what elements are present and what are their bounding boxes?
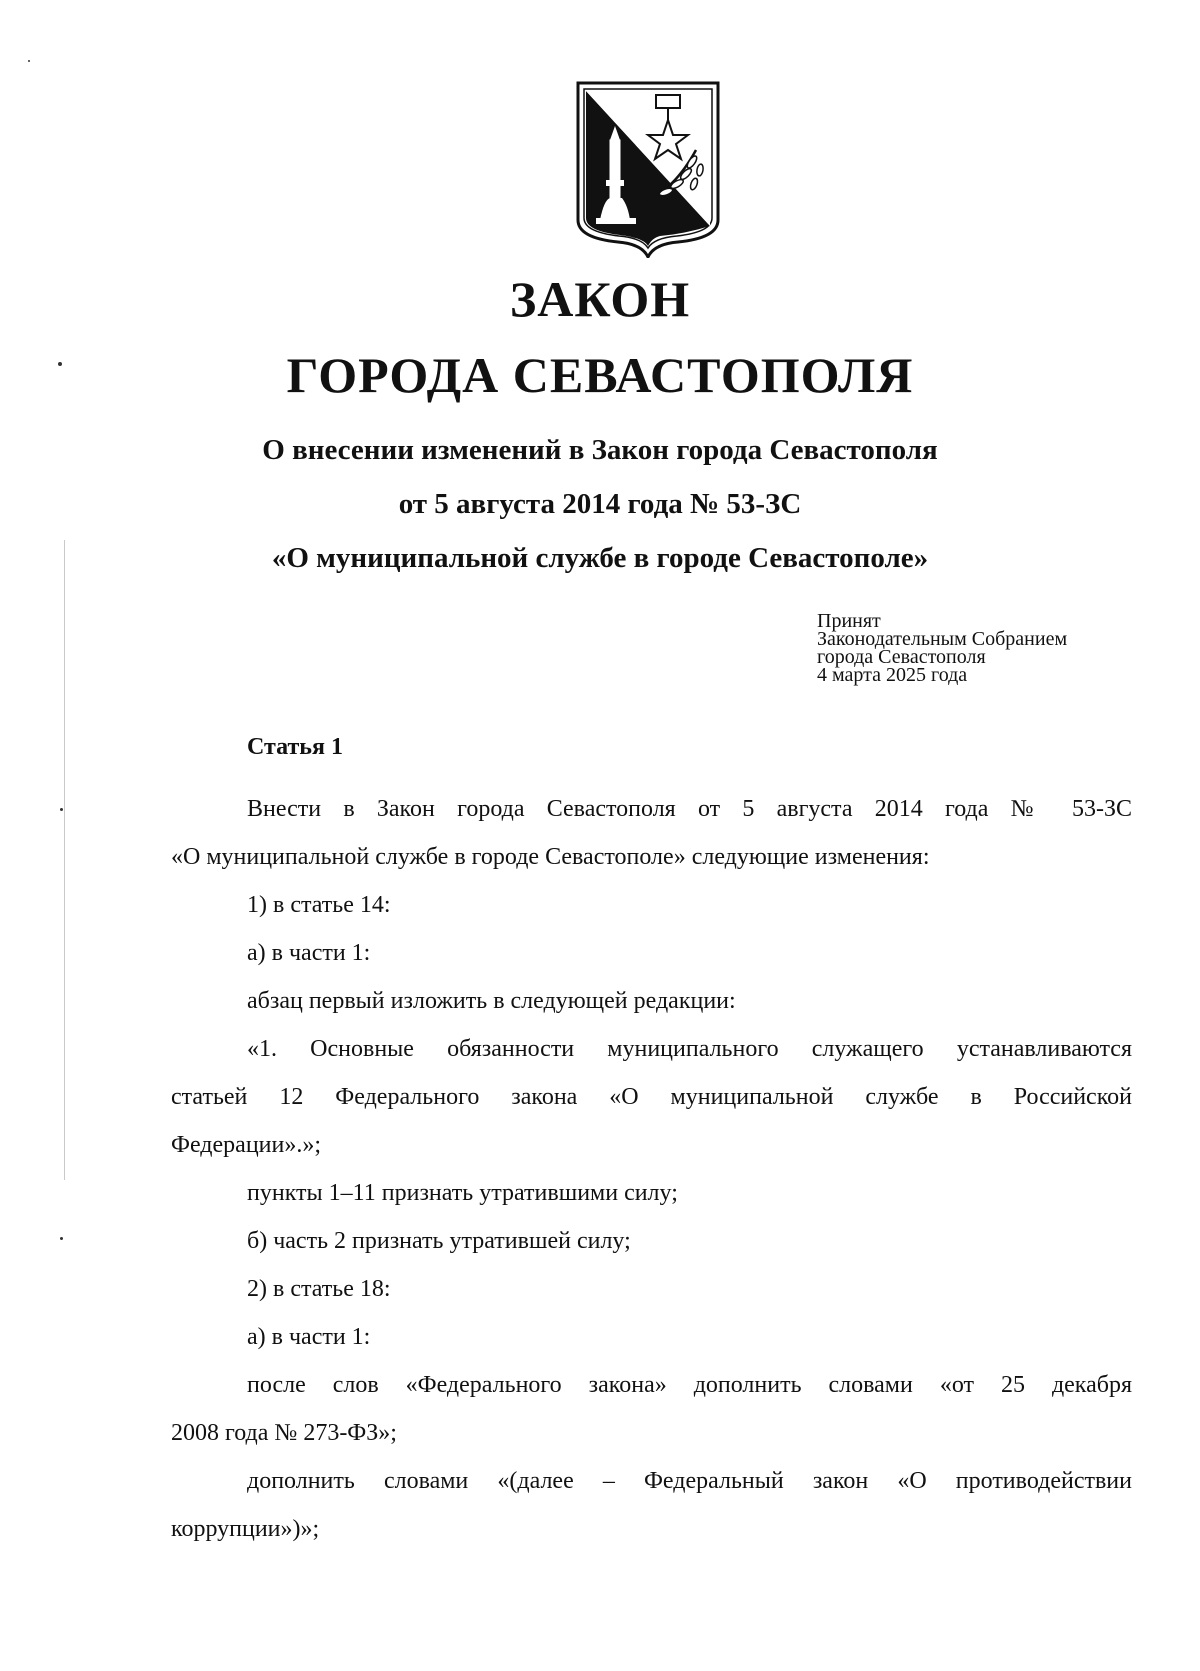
paragraph-line: пункты 1–11 признать утратившими силу; — [247, 1180, 678, 1206]
adoption-date: 4 марта 2025 года — [817, 664, 968, 686]
scan-speck — [60, 1237, 63, 1240]
document-heading-line-1: О внесении изменений в Закон города Севастополя — [262, 434, 938, 466]
article-body — [171, 785, 1132, 1553]
document-heading-line-2: от 5 августа 2014 года № 53-ЗС — [398, 488, 802, 520]
adoption-block — [817, 612, 1067, 684]
article-title: Статья 1 — [247, 734, 343, 760]
scan-speck — [60, 808, 63, 811]
paragraph-line: Федерации».»; — [171, 1132, 322, 1158]
paragraph-line: 2008 года № 273-ФЗ»; — [171, 1420, 397, 1446]
paragraph-line: абзац первый изложить в следующей редакции: — [247, 988, 736, 1014]
paragraph-line: коррупции»)»; — [171, 1516, 320, 1542]
document-title: ЗАКОН — [509, 271, 691, 327]
paragraph-line: а) в части 1: — [247, 940, 371, 966]
adoption-line: Принят — [817, 610, 881, 632]
paragraph-line: б) часть 2 признать утратившей силу; — [247, 1228, 631, 1254]
paragraph-line: «1. Основные обязанности муниципального служащего устанавливаются — [247, 1036, 1132, 1062]
document-subtitle: ГОРОДА СЕВАСТОПОЛЯ — [286, 347, 914, 403]
document-heading-line-3: «О муниципальной службе в городе Севастополе» — [271, 542, 929, 574]
paragraph-line: после слов «Федерального закона» дополнить словами «от 25 декабря — [247, 1372, 1132, 1398]
paragraph-line: 1) в статье 14: — [247, 892, 391, 918]
paragraph-line: «О муниципальной службе в городе Севастополе» следующие изменения: — [171, 844, 930, 870]
paragraph-line: 2) в статье 18: — [247, 1276, 391, 1302]
paragraph-line: а) в части 1: — [247, 1324, 371, 1350]
scan-speck — [28, 60, 30, 62]
paragraph-line: статьей 12 Федерального закона «О муниципальной службе в Российской — [171, 1084, 1132, 1110]
adoption-line: города Севастополя — [817, 646, 986, 668]
adoption-line: Законодательным Собранием — [817, 628, 1068, 650]
paragraph-line: дополнить словами «(далее – Федеральный закон «О противодействии — [247, 1468, 1132, 1494]
paragraph-line: Внести в Закон города Севастополя от 5 августа 2014 года № 53-ЗС — [247, 796, 1132, 822]
sevastopol-coat-of-arms-icon — [574, 80, 722, 258]
scan-edge-line — [64, 540, 65, 1180]
